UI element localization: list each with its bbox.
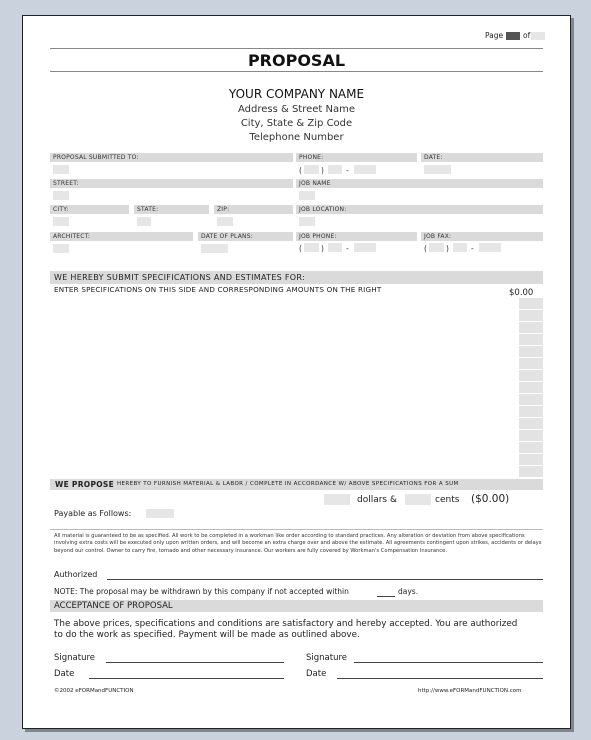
acceptance-text-1: The above prices, specifications and conditions are satisfactory and hereby accepted. You are authorized <box>54 619 518 629</box>
signature-line-left[interactable] <box>106 662 284 663</box>
dollars-label: dollars & <box>357 495 398 505</box>
amount-first: $0.00 <box>509 288 534 298</box>
job-phone-dash: - <box>346 244 349 253</box>
job-name-field[interactable] <box>299 191 315 200</box>
amount-cell[interactable] <box>519 322 543 333</box>
amount-column <box>519 298 543 478</box>
proposal-submitted-label: PROPOSAL SUBMITTED TO: <box>53 154 139 161</box>
footer-copyright: ©2002 eFORMandFUNCTION <box>54 688 134 694</box>
terms-text: All material is guaranteed to be as specified. All work to be completed in a workman like order according to standard practices. Any alteration or deviation from above specifications involving extra costs will be executed only upon written orders, and will become an extra charge over and above the estimate. All agreements contingent upon strikes, accidents or delays beyond our control. Owner to carry fire, tornado and other necessary insurance. Our workers are fully covered by Workman's Compensation Insurance. <box>54 533 542 554</box>
architect-field[interactable] <box>53 244 69 253</box>
date-field[interactable] <box>424 165 451 174</box>
amount-cell[interactable] <box>519 334 543 345</box>
job-fax-label: JOB FAX: <box>424 233 452 240</box>
job-fax-number-field[interactable] <box>479 243 501 252</box>
amount-cell[interactable] <box>519 454 543 465</box>
date-label: DATE: <box>424 154 443 161</box>
amount-cell[interactable] <box>519 394 543 405</box>
job-phone-label: JOB PHONE: <box>299 233 337 240</box>
job-name-bar <box>296 179 543 188</box>
street-label: STREET: <box>53 180 79 187</box>
street-bar <box>50 179 293 188</box>
authorized-line[interactable] <box>107 579 543 580</box>
authorized-label: Authorized <box>54 570 98 579</box>
note-suffix: days. <box>398 587 419 596</box>
title-rule-bottom <box>50 71 543 72</box>
phone-number-field[interactable] <box>354 165 376 174</box>
amount-cell[interactable] <box>519 466 543 477</box>
amount-cell[interactable] <box>519 430 543 441</box>
job-phone-number-field[interactable] <box>354 243 376 252</box>
note-prefix: NOTE: The proposal may be withdrawn by this company if not accepted within <box>54 587 349 596</box>
proposal-submitted-field[interactable] <box>53 165 69 174</box>
acceptance-text-2: to do the work as specified. Payment will be made as outlined above. <box>54 630 360 640</box>
specs-heading: WE HEREBY SUBMIT SPECIFICATIONS AND ESTIMATES FOR: <box>54 273 305 282</box>
total-amount: ($0.00) <box>471 493 510 505</box>
company-name: YOUR COMPANY NAME <box>228 87 365 101</box>
company-address: Address & Street Name <box>237 104 356 115</box>
signature-line-right[interactable] <box>354 662 543 663</box>
date-of-plans-label: DATE OF PLANS: <box>201 233 253 240</box>
company-city: City, State & Zip Code <box>240 118 353 129</box>
amount-cell[interactable] <box>519 358 543 369</box>
amount-cell[interactable] <box>519 370 543 381</box>
date-label-right: Date <box>306 669 327 679</box>
job-fax-dash: - <box>471 244 474 253</box>
page-number-field[interactable] <box>506 32 520 40</box>
state-label: STATE: <box>137 206 159 213</box>
proposal-page <box>22 15 571 729</box>
amount-cell[interactable] <box>519 406 543 417</box>
cents-field[interactable] <box>405 494 431 505</box>
job-fax-prefix-field[interactable] <box>453 243 467 252</box>
page-title: PROPOSAL <box>247 51 346 70</box>
specs-subheading: ENTER SPECIFICATIONS ON THIS SIDE AND CORRESPONDING AMOUNTS ON THE RIGHT <box>54 285 382 294</box>
job-name-label: JOB NAME <box>299 180 331 187</box>
job-fax-paren-open: ( <box>424 244 428 253</box>
date-of-plans-field[interactable] <box>201 244 228 253</box>
job-location-field[interactable] <box>299 217 315 226</box>
amount-cell[interactable] <box>519 346 543 357</box>
title-rule-top <box>50 48 543 49</box>
dollars-field[interactable] <box>324 494 350 505</box>
zip-field[interactable] <box>217 217 233 226</box>
page-label: Page <box>485 31 504 40</box>
footer-url: http://www.eFORMandFUNCTION.com <box>418 688 522 694</box>
amount-cell[interactable] <box>519 442 543 453</box>
phone-dash: - <box>346 166 349 175</box>
amount-cell[interactable] <box>519 382 543 393</box>
city-field[interactable] <box>53 217 69 226</box>
job-phone-area-field[interactable] <box>304 243 319 252</box>
date-label-left: Date <box>54 669 75 679</box>
cents-label: cents <box>435 495 460 505</box>
job-location-label: JOB LOCATION: <box>299 206 347 213</box>
phone-paren-close: ) <box>321 166 325 175</box>
propose-text: HEREBY TO FURNISH MATERIAL & LABOR / COMPLETE IN ACCORDANCE W/ ABOVE SPECIFICATIONS FOR A SUM <box>117 481 459 487</box>
job-fax-area-field[interactable] <box>429 243 444 252</box>
phone-prefix-field[interactable] <box>328 165 342 174</box>
company-phone: Telephone Number <box>249 132 344 143</box>
job-phone-prefix-field[interactable] <box>328 243 342 252</box>
acceptance-heading: ACCEPTANCE OF PROPOSAL <box>54 601 173 611</box>
signature-label-left: Signature <box>54 653 96 663</box>
payable-field[interactable] <box>146 509 174 518</box>
signature-label-right: Signature <box>306 653 348 663</box>
date-line-left[interactable] <box>89 678 284 679</box>
amount-cell[interactable] <box>519 418 543 429</box>
propose-label: WE PROPOSE <box>55 480 115 489</box>
amount-cell[interactable] <box>519 310 543 321</box>
zip-label: ZIP: <box>217 206 230 213</box>
city-label: CITY: <box>53 206 69 213</box>
phone-area-field[interactable] <box>304 165 319 174</box>
phone-label: PHONE: <box>299 154 324 161</box>
street-field[interactable] <box>53 191 69 200</box>
architect-label: ARCHITECT: <box>53 233 91 240</box>
payable-label: Payable as Follows: <box>54 509 132 518</box>
terms-rule <box>50 529 543 530</box>
page-total-field[interactable] <box>531 32 545 40</box>
date-line-right[interactable] <box>337 678 543 679</box>
phone-paren-open: ( <box>299 166 303 175</box>
job-phone-paren-close: ) <box>321 244 325 253</box>
job-phone-paren-open: ( <box>299 244 303 253</box>
job-fax-paren-close: ) <box>446 244 450 253</box>
state-field[interactable] <box>137 217 151 226</box>
specs-text-area[interactable] <box>53 297 516 477</box>
of-label: of <box>523 31 531 40</box>
amount-cell[interactable] <box>519 298 543 309</box>
note-days-line[interactable] <box>377 596 395 597</box>
